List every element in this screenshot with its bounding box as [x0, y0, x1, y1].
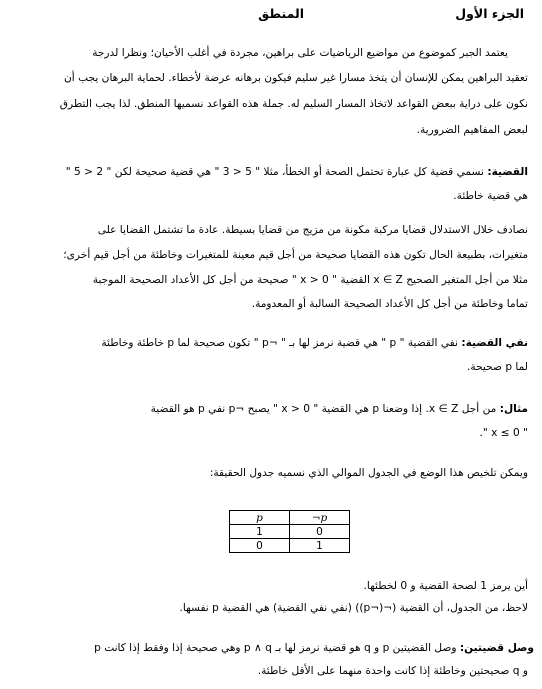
table-intro: ويمكن تلخيص هذا الوضع في الجدول الموالي الذي نسميه جدول الحقيقة: — [209, 467, 528, 479]
note-line: لاحظ، من الجدول، أن القضية (¬(¬p)) (نفي نفي القضية) هي القضية p نفسها. — [179, 602, 528, 614]
table-cell: 0 — [230, 539, 290, 553]
table-row — [230, 539, 350, 553]
topic-title: المنطق — [258, 6, 304, 21]
paragraph-line: متغيرات، بطبيعة الحال تكون هذه القضايا صحيحة من أجل قيم معينة للمتغيرات وخاطئة من أجل قيم أخرى؛ — [63, 249, 528, 261]
definition-line — [66, 166, 528, 178]
part-title: الجزء الأول — [455, 6, 524, 21]
intro-line: لبعض المفاهيم الضرورية. — [416, 124, 528, 136]
intro-line: تعقيد البراهين يمكن للإنسان أن يتخذ مسارا غير سليم فيكون برهانه عرضة لأخطاء. لحماية البرهان يجب أن — [64, 72, 528, 84]
truth-table-header — [230, 511, 350, 525]
intro-line: يعتمد الجبر كموضوع من مواضيع الرياضيات على براهين، مجردة في أغلب الأحيان؛ ونظرا لدرجة — [92, 47, 508, 59]
table-header-p: p — [230, 511, 290, 525]
example-line — [151, 403, 528, 415]
definition-line: لما p صحيحة. — [467, 361, 528, 373]
paragraph-line: مثلا من أجل المتغير الصحيح x ∈ Z القضية " x > 0 " صحيحة من أجل كل الأعداد الصحيحة الموجبة — [92, 274, 528, 286]
table-row — [230, 525, 350, 539]
paragraph-line: نصادف خلال الاستدلال قضايا مركبة مكونة من مزيج من قضايا بسيطة. عادة ما تشتمل القضايا على — [97, 224, 528, 236]
intro-line: نكون على دراية ببعض القواعد لاتخاذ المسار السليم له. جملة هذه القواعد نسميها المنطق. لذا يجب التطرق — [59, 98, 528, 110]
example-line: " x ≤ 0 ". — [479, 427, 528, 439]
definition-line — [101, 337, 528, 349]
definition-term: نفي القضية: — [461, 337, 528, 349]
table-header-not-p: ¬p — [290, 511, 350, 525]
example-term: مثال: — [499, 403, 528, 415]
table-cell: 1 — [230, 525, 290, 539]
example-text: من أجل x ∈ Z. إذا وضعنا p هي القضية " x > 0 " يصبح ¬p نفي p هو القضية — [150, 403, 500, 415]
definition-text: نسمي قضية كل عبارة تحتمل الصحة أو الخطأ، مثلا " 5 < 3 " هي قضية صحيحة لكن " 2 < 5 " — [65, 166, 488, 178]
definition-line — [94, 642, 534, 654]
paragraph-line: تماما وخاطئة من أجل كل الأعداد الصحيحة السالبة أو المعدومة. — [251, 298, 528, 310]
note-line: أين يرمز 1 لصحة القضية و 0 لخطئها. — [363, 580, 528, 592]
table-cell: 0 — [290, 525, 350, 539]
table-cell: 1 — [290, 539, 350, 553]
definition-line: هي قضية خاطئة. — [453, 190, 528, 202]
definition-term: وصل قضيتين: — [459, 642, 534, 654]
definition-term: القضية: — [487, 166, 528, 178]
definition-line: و q صحيحتين وخاطئة إذا كانت واحدة منهما على الأقل خاطئة. — [257, 665, 528, 677]
definition-text: وصل القضيتين p و q هو قضية نرمز لها بـ p ∧ q وهي صحيحة إذا وفقط إذا كانت p — [94, 642, 460, 654]
definition-text: نفي القضية " p " هي قضية نرمز لها بـ " ¬p " تكون صحيحة لما p خاطئة وخاطئة — [101, 337, 462, 349]
truth-table — [229, 510, 350, 553]
